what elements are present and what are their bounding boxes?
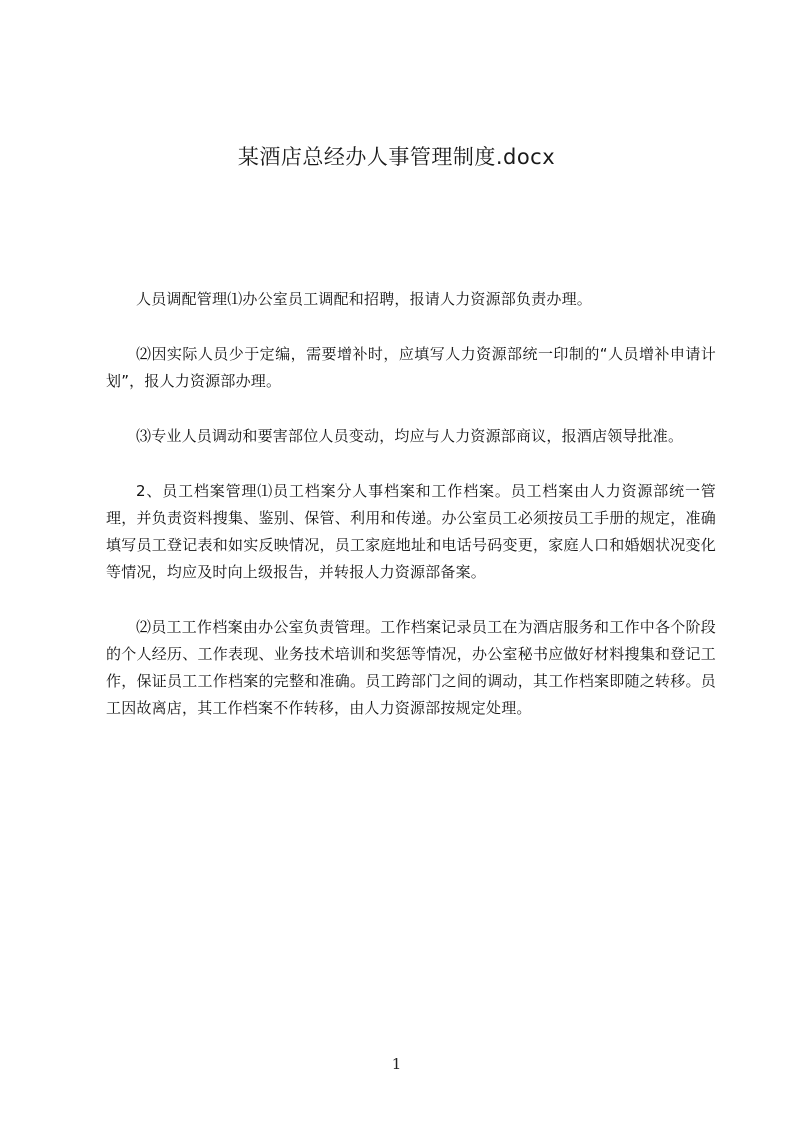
paragraph-staff-supplement: ⑵因实际人员少于定编，需要增补时，应填写人力资源部统一印制的“人员增补申请计划”，报人力资源部办理。 [106,345,716,390]
document-body [106,286,716,750]
paragraph-staff-transfer: ⑶专业人员调动和要害部位人员变动，均应与人力资源部商议，报酒店领导批准。 [136,427,684,445]
paragraph-personnel-allocation: 人员调配管理⑴办公室员工调配和招聘，报请人力资源部负责办理。 [136,290,593,308]
paragraph-employee-archives: 2、员工档案管理⑴员工档案分人事档案和工作档案。员工档案由人力资源部统一管理，并负责资料搜集、鉴别、保管、利用和传递。办公室员工必须按员工手册的规定，准确填写员工登记表和如实反映情况，员工家庭地址和电话号码变更，家庭人口和婚姻状况变化等情况，均应及时向上级报告，并转报人力资源部备案。 [106,482,716,581]
document-title: 某酒店总经办人事管理制度.docx [237,145,556,169]
page-number: 1 [391,1055,402,1073]
paragraph-work-archives: ⑵员工工作档案由办公室负责管理。工作档案记录员工在为酒店服务和工作中各个阶段的个人经历、工作表现、业务技术培训和奖惩等情况，办公室秘书应做好材料搜集和登记工作，保证员工工作档案的完整和准确。员工跨部门之间的调动，其工作档案即随之转移。员工因故离店，其工作档案不作转移，由人力资源部按规定处理。 [106,618,716,717]
